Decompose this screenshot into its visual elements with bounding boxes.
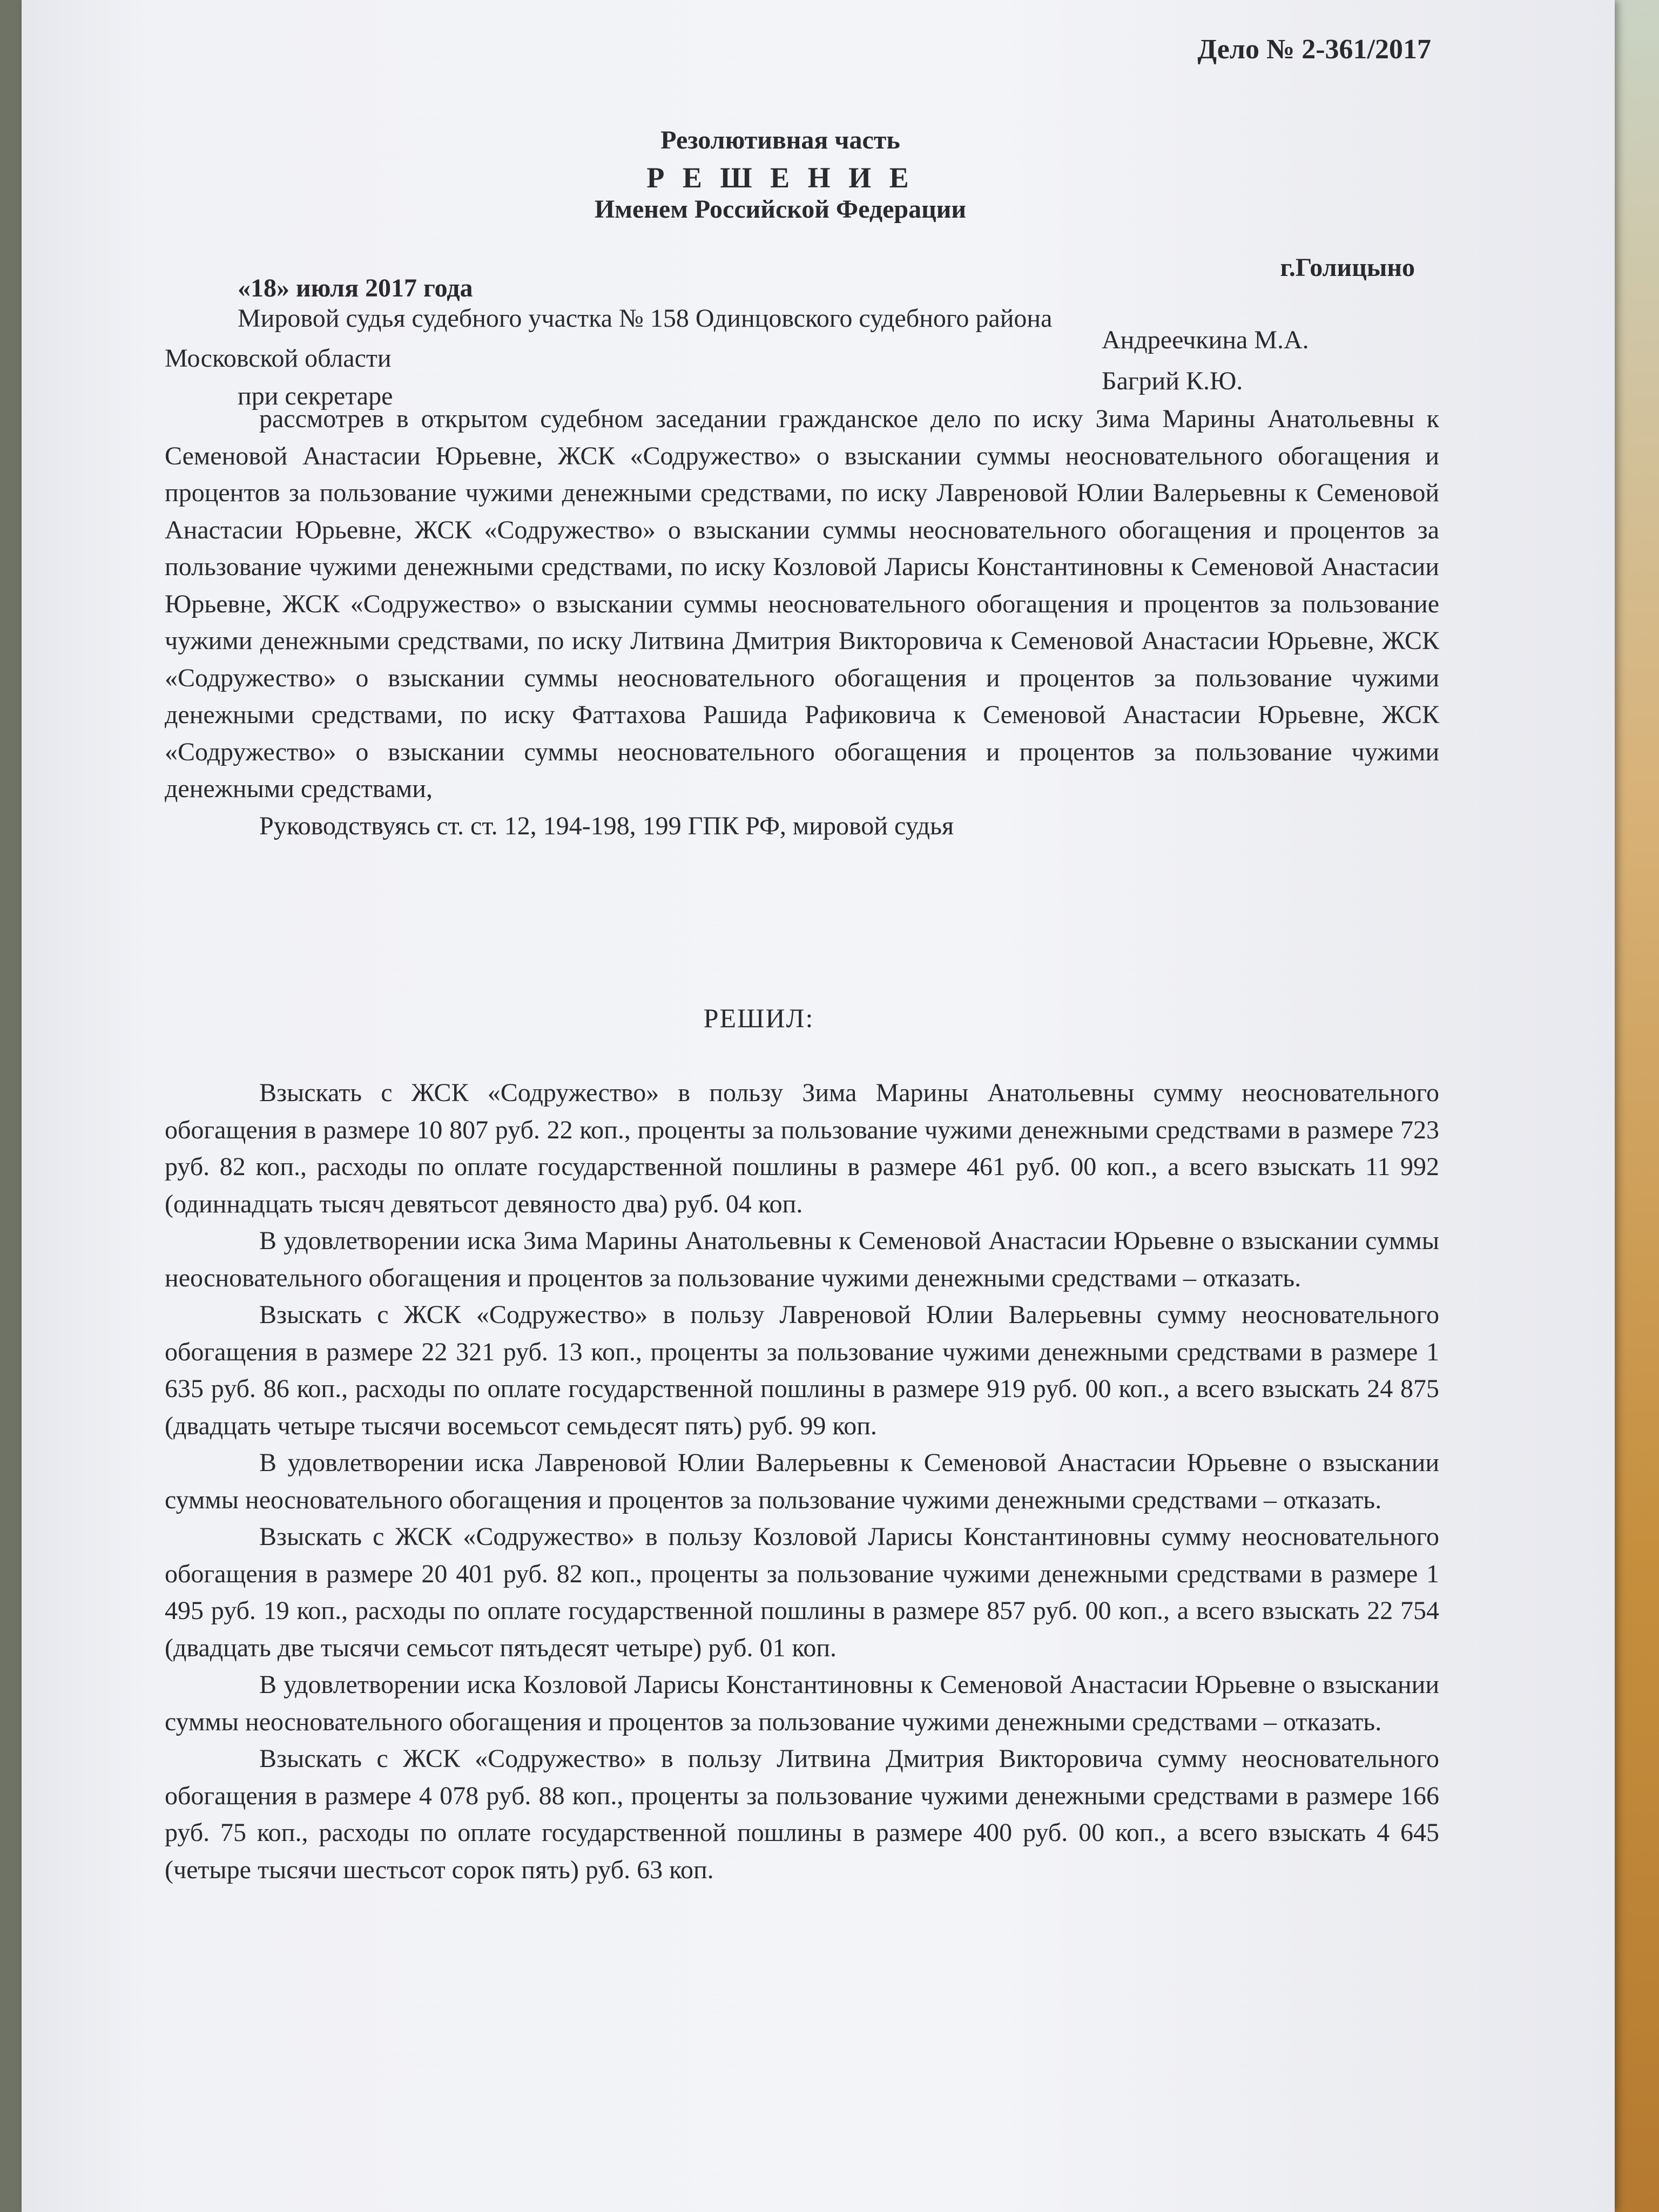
judge-line-1: Мировой судья судебного участка № 158 Одинцовского судебного района [238, 304, 1053, 333]
decision-paragraph-2: В удовлетворении иска Зима Марины Анатольевны к Семеновой Анастасии Юрьевне о взыскании суммы неосновательного обогащения и процентов за пользование чужими денежными средствами – отказать. [165, 1226, 1439, 1292]
document-page [22, 0, 1615, 2212]
heading-federation: Именем Российской Федерации [594, 195, 967, 224]
guided-paragraph: Руководствуясь ст. ст. 12, 194-198, 199 ГПК РФ, мировой судья [259, 811, 954, 840]
secretary-name: Багрий К.Ю. [1102, 367, 1243, 395]
decision-paragraph-7: Взыскать с ЖСК «Содружество» в пользу Литвина Дмитрия Викторовича сумму неосновательного обогащения в размере 4 078 руб. 88 коп., проценты за пользование чужими денежными средствами в размере 166 руб. 75 коп., расходы по оплате государственной пошлины в размере 400 руб. 00 коп., а всего взыскать 4 645 (четыре тысячи шестьсот сорок пять) руб. 63 коп. [165, 1744, 1439, 1884]
decision-paragraph-4: В удовлетворении иска Лавреновой Юлии Валерьевны к Семеновой Анастасии Юрьевне о взыскании суммы неосновательного обогащения и процентов за пользование чужими денежными средствами – отказать. [165, 1448, 1439, 1514]
decision-paragraph-6: В удовлетворении иска Козловой Ларисы Константиновны к Семеновой Анастасии Юрьевне о взыскании суммы неосновательного обогащения и процентов за пользование чужими денежными средствами – отказать. [165, 1670, 1439, 1736]
decision-date: «18» июля 2017 года [238, 274, 473, 302]
judge-name: Андреечкина М.А. [1102, 326, 1309, 354]
decision-block [165, 1075, 1439, 1889]
intro-block [165, 401, 1439, 845]
decision-paragraph-3: Взыскать с ЖСК «Содружество» в пользу Лавреновой Юлии Валерьевны сумму неосновательного обогащения в размере 22 321 руб. 13 коп., проценты за пользование чужими денежными средствами в размере 1 635 руб. 86 коп., расходы по оплате государственной пошлины в размере 919 руб. 00 коп., а всего взыскать 24 875 (двадцать четыре тысячи восемьсот семьдесят пять) руб. 99 коп. [165, 1300, 1439, 1440]
intro-paragraph: рассмотрев в открытом судебном заседании гражданское дело по иску Зима Марины Анатольевны к Семеновой Анастасии Юрьевне, ЖСК «Содружество» о взыскании суммы неосновательного обогащения и процентов за пользование чужими денежными средствами, по иску Лавреновой Юлии Валерьевны к Семеновой Анастасии Юрьевне, ЖСК «Содружество» о взыскании суммы неосновательного обогащения и процентов за пользование чужими денежными средствами, по иску Козловой Ларисы Константиновны к Семеновой Анастасии Юрьевне, ЖСК «Содружество» о взыскании суммы неосновательного обогащения и процентов за пользование чужими денежными средствами, по иску Литвина Дмитрия Викторовича к Семеновой Анастасии Юрьевне, ЖСК «Содружество» о взыскании суммы неосновательного обогащения и процентов за пользование чужими денежными средствами, по иску Фаттахова Рашида Рафиковича к Семеновой Анастасии Юрьевне, ЖСК «Содружество» о взыскании суммы неосновательного обогащения и процентов за пользование чужими денежными средствами, [165, 404, 1439, 803]
case-number: Дело № 2-361/2017 [1197, 34, 1431, 65]
judge-line-2: Московской области [165, 344, 392, 373]
city: г.Голицыно [1280, 253, 1415, 282]
heading-resolutive-part: Резолютивная часть [660, 126, 900, 154]
resolved-heading: РЕШИЛ: [703, 1003, 814, 1033]
heading-decision: Р Е Ш Е Н И Е [646, 161, 914, 194]
decision-paragraph-5: Взыскать с ЖСК «Содружество» в пользу Козловой Ларисы Константиновны сумму неосновательного обогащения в размере 20 401 руб. 82 коп., проценты за пользование чужими денежными средствами в размере 1 495 руб. 19 коп., расходы по оплате государственной пошлины в размере 857 руб. 00 коп., а всего взыскать 22 754 (двадцать две тысячи семьсот пятьдесят четыре) руб. 01 коп. [165, 1522, 1439, 1662]
decision-paragraph-1: Взыскать с ЖСК «Содружество» в пользу Зима Марины Анатольевны сумму неосновательного обогащения в размере 10 807 руб. 22 коп., проценты за пользование чужими денежными средствами в размере 723 руб. 82 коп., расходы по оплате государственной пошлины в размере 461 руб. 00 коп., а всего взыскать 11 992 (одиннадцать тысяч девятьсот девяносто два) руб. 04 коп. [165, 1078, 1439, 1218]
secretary-label: при секретаре [238, 382, 393, 410]
